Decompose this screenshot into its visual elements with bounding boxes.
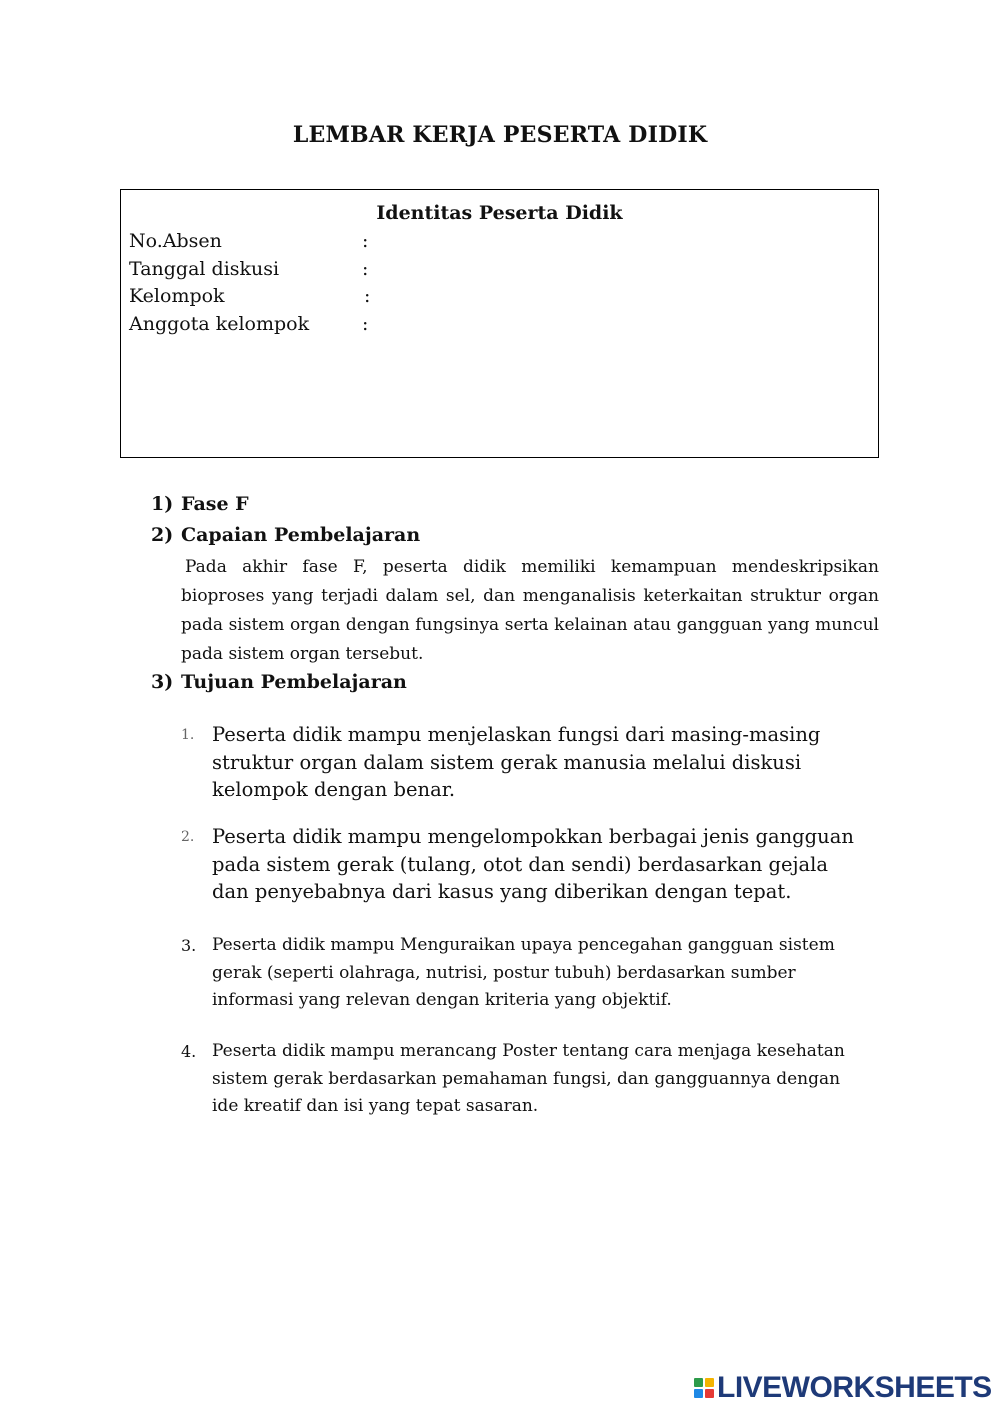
field-colon: : xyxy=(362,257,369,280)
field-label: Kelompok xyxy=(129,285,225,307)
identity-fields xyxy=(129,228,370,338)
objective-number: 2. xyxy=(181,829,195,845)
field-no-absen xyxy=(129,228,370,256)
field-colon: : xyxy=(362,230,369,252)
page-title: LEMBAR KERJA PESERTA DIDIK xyxy=(292,122,708,148)
field-label: Tanggal diskusi xyxy=(129,257,280,280)
liveworksheets-logo xyxy=(694,1372,992,1404)
objective-text: Peserta didik mampu Menguraikan upaya pencegahan gangguan sistem gerak (seperti olahraga, nutrisi, postur tubuh) berdasarkan sumber informasi yang relevan dengan kriteria yang objektif. xyxy=(212,935,835,1010)
objective-text: Peserta didik mampu merancang Poster tentang cara menjaga kesehatan sistem gerak berdasarkan pemahaman fungsi, dan gangguannya dengan ide kreatif dan isi yang tepat sasaran. xyxy=(212,1041,845,1116)
objective-text: Peserta didik mampu mengelompokkan berbagai jenis gangguan pada sistem gerak (tulang, otot dan sendi) berdasarkan gejala dan penyebabnya dari kasus yang diberikan dengan tepat. xyxy=(212,825,854,903)
objective-number: 3. xyxy=(181,936,197,955)
objective-text: Peserta didik mampu menjelaskan fungsi dari masing-masing struktur organ dalam sistem gerak manusia melalui diskusi kelompok dengan benar. xyxy=(212,723,821,801)
field-colon: : xyxy=(362,312,369,335)
field-tanggal-diskusi xyxy=(129,256,370,284)
section-number: 2) xyxy=(151,524,174,546)
logo-square xyxy=(694,1389,703,1398)
section-number: 3) xyxy=(151,671,174,693)
field-kelompok xyxy=(129,283,370,311)
liveworksheets-logo-icon xyxy=(694,1378,714,1398)
capaian-paragraph: Pada akhir fase F, peserta didik memiliki kemampuan mendeskripsikan bioproses yang terjadi dalam sel, dan menganalisis keterkaitan struktur organ pada sistem organ dengan fungsinya serta kelainan atau gangguan yang muncul pada sistem organ tersebut. xyxy=(181,557,879,664)
section-number: 1) xyxy=(151,493,174,515)
section-title: Fase F xyxy=(181,493,249,515)
section-title: Tujuan Pembelajaran xyxy=(181,671,407,693)
field-label: No.Absen xyxy=(129,230,222,252)
section-title: Capaian Pembelajaran xyxy=(181,524,421,546)
objective-number: 1. xyxy=(181,727,195,743)
logo-text: LIVEWORKSHEETS xyxy=(717,1371,992,1404)
logo-square xyxy=(705,1389,714,1398)
logo-square xyxy=(694,1378,703,1387)
field-label: Anggota kelompok xyxy=(129,312,310,335)
objective-number: 4. xyxy=(181,1042,197,1061)
field-anggota-kelompok xyxy=(129,311,370,339)
field-colon: : xyxy=(364,285,371,307)
identity-box xyxy=(120,189,879,458)
logo-square xyxy=(705,1378,714,1387)
identity-heading: Identitas Peserta Didik xyxy=(376,202,623,224)
